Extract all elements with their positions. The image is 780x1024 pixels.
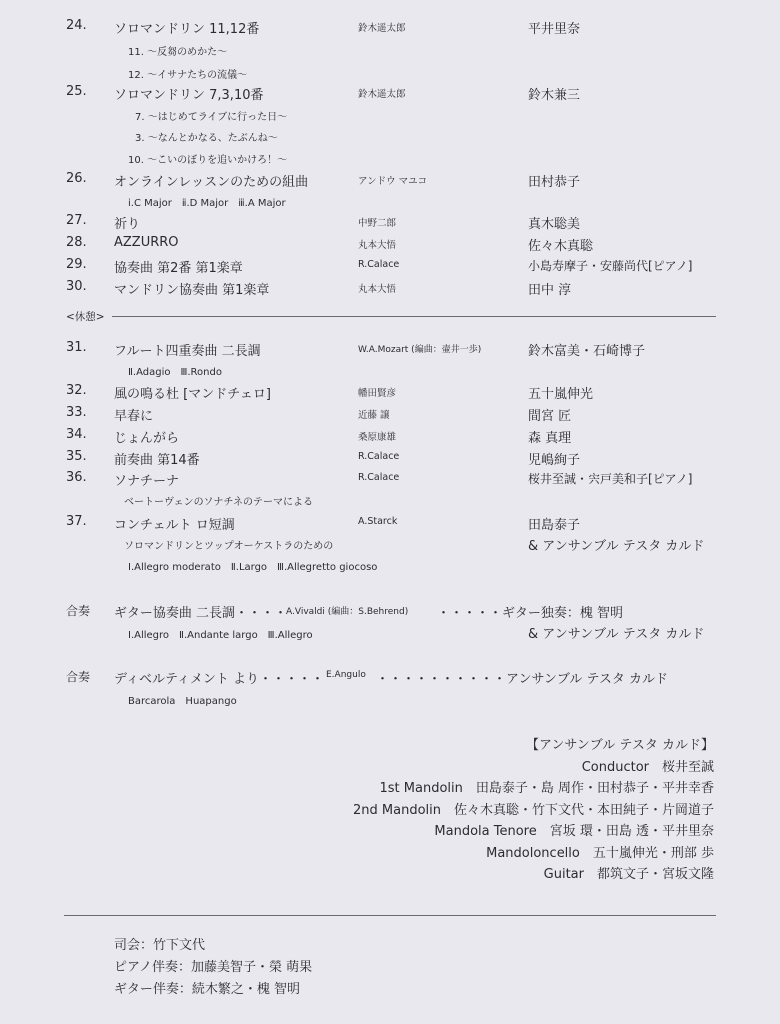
- item-performer: 田島泰子: [528, 518, 581, 533]
- item-subtitle: 7. ～はじめてライブに行った日～: [135, 112, 288, 123]
- ensemble-composer: E.Angulo: [326, 670, 366, 680]
- member-row: Guitar 都筑文子・宮坂文隆: [543, 867, 714, 882]
- ensemble-title: ギター協奏曲 二長調・・・・: [114, 606, 288, 621]
- item-subtitle: 10. ～こいのぼりを追いかけろ！～: [128, 155, 288, 166]
- item-title: AZZURRO: [114, 235, 179, 250]
- item-number: 35.: [66, 449, 87, 464]
- item-performer: 平井里奈: [528, 22, 581, 37]
- item-title: 祈り: [114, 217, 141, 232]
- item-title: じょんがら: [114, 431, 180, 446]
- item-title: 風の鳴る杜 [マンドチェロ]: [114, 387, 271, 402]
- item-number: 31.: [66, 340, 87, 355]
- ensemble-movements: Ⅰ.Allegro Ⅱ.Andante largo Ⅲ.Allegro: [128, 630, 313, 641]
- item-title: ソロマンドリン 7,3,10番: [114, 88, 264, 103]
- ensemble-soloist: ・・・・・ギター独奏：槐 智明: [437, 606, 624, 621]
- credit-piano: ピアノ伴奏：加藤美智子・榮 萌果: [114, 960, 313, 975]
- item-composer: R.Calace: [358, 472, 400, 483]
- item-composer: A.Starck: [358, 516, 398, 527]
- item-composer: 鈴木遥太郎: [358, 89, 406, 100]
- member-row: 1st Mandolin 田島泰子・島 周作・田村恭子・平井幸香: [379, 781, 714, 796]
- item-composer: W.A.Mozart (編曲：壷井一歩): [358, 345, 482, 355]
- item-number: 33.: [66, 405, 87, 420]
- item-performer: 鈴木兼三: [528, 88, 581, 103]
- member-row: Mandola Tenore 宮坂 環・田島 透・平井里奈: [434, 824, 714, 839]
- item-number: 34.: [66, 427, 87, 442]
- item-composer: アンドウ マユコ: [358, 176, 428, 187]
- item-subtitle: ベートーヴェンのソナチネのテーマによる: [124, 497, 313, 508]
- ensemble-title: ディベルティメント より・・・・・: [114, 672, 325, 687]
- item-subtitle: Ⅱ.Adagio Ⅲ.Rondo: [128, 367, 222, 378]
- item-number: 37.: [66, 514, 87, 529]
- item-performer: 五十嵐伸光: [528, 387, 594, 402]
- item-composer: 丸本大悟: [358, 240, 397, 251]
- item-number: 32.: [66, 383, 87, 398]
- item-performer: 小島寿摩子・安藤尚代[ピアノ]: [528, 259, 693, 273]
- item-title: 早春に: [114, 409, 154, 424]
- member-row: Mandoloncello 五十嵐伸光・刑部 歩: [486, 846, 714, 861]
- ensemble-composer: A.Vivaldi (編曲：S.Behrend): [286, 607, 409, 617]
- member-row: Conductor 桜井至誠: [581, 760, 714, 775]
- item-performer: 鈴木富美・石崎博子: [528, 344, 646, 359]
- ensemble-movements: Barcarola Huapango: [128, 696, 237, 707]
- item-number: 26.: [66, 171, 87, 186]
- item-subtitle: ⅰ.C Major ⅱ.D Major ⅲ.A Major: [128, 198, 286, 209]
- ensemble-label: 合奏: [66, 670, 91, 684]
- item-performer: 田中 淳: [528, 283, 572, 298]
- item-title: 協奏曲 第2番 第1楽章: [114, 261, 243, 276]
- item-performer: 森 真理: [528, 431, 572, 446]
- item-performer: 佐々木真聡: [528, 239, 594, 254]
- item-number: 28.: [66, 235, 87, 250]
- item-number: 27.: [66, 213, 87, 228]
- item-title: ソナチーナ: [114, 474, 180, 489]
- credit-mc: 司会：竹下文代: [114, 938, 206, 953]
- item-composer: 丸本大悟: [358, 284, 397, 295]
- divider: [112, 316, 716, 317]
- item-number: 36.: [66, 470, 87, 485]
- item-number: 29.: [66, 257, 87, 272]
- item-subtitle: ソロマンドリンとツップオーケストラのための: [124, 541, 334, 552]
- item-performer: 間宮 匠: [528, 409, 572, 424]
- item-subtitle: Ⅰ.Allegro moderato Ⅱ.Largo Ⅲ.Allegretto giocoso: [128, 562, 378, 573]
- item-composer: 桑原康雄: [358, 432, 397, 443]
- item-subtitle: 11. ～反芻のめかた～: [128, 47, 228, 58]
- item-title: フルート四重奏曲 二長調: [114, 344, 261, 359]
- item-number: 24.: [66, 18, 87, 33]
- item-subtitle: 3. ～なんとかなる、たぶんね～: [135, 133, 278, 144]
- item-title: マンドリン協奏曲 第1楽章: [114, 283, 270, 298]
- members-heading: 【アンサンブル テスタ カルド】: [525, 738, 714, 753]
- credit-guitar: ギター伴奏：続木繁之・槐 智明: [114, 982, 301, 997]
- item-composer: 中野二郎: [358, 218, 397, 229]
- item-composer: R.Calace: [358, 451, 400, 462]
- ensemble-performer: & アンサンブル テスタ カルド: [528, 627, 705, 642]
- item-composer: 鈴木遥太郎: [358, 23, 406, 34]
- item-performer: 真木聡美: [528, 217, 581, 232]
- divider: [64, 915, 716, 916]
- item-performer: 桜井至誠・宍戸美和子[ピアノ]: [528, 472, 693, 486]
- item-composer: R.Calace: [358, 259, 400, 270]
- item-composer: 近藤 譲: [358, 410, 390, 421]
- member-row: 2nd Mandolin 佐々木真聡・竹下文代・本田純子・片岡道子: [353, 803, 714, 818]
- item-number: 25.: [66, 84, 87, 99]
- item-number: 30.: [66, 279, 87, 294]
- item-composer: 幡田賢彦: [358, 388, 397, 399]
- item-title: オンラインレッスンのための組曲: [114, 175, 309, 190]
- item-performer: 田村恭子: [528, 175, 581, 190]
- item-title: コンチェルト ロ短調: [114, 518, 235, 533]
- item-title: ソロマンドリン 11,12番: [114, 22, 260, 37]
- ensemble-label: 合奏: [66, 604, 91, 618]
- item-title: 前奏曲 第14番: [114, 453, 200, 468]
- item-performer-ensemble: & アンサンブル テスタ カルド: [528, 539, 705, 554]
- item-performer: 児嶋絢子: [528, 453, 581, 468]
- intermission-label: <休憩>: [66, 311, 105, 323]
- item-subtitle: 12. ～イサナたちの流儀～: [128, 70, 248, 81]
- ensemble-performer: ・・・・・・・・・・アンサンブル テスタ カルド: [376, 672, 669, 687]
